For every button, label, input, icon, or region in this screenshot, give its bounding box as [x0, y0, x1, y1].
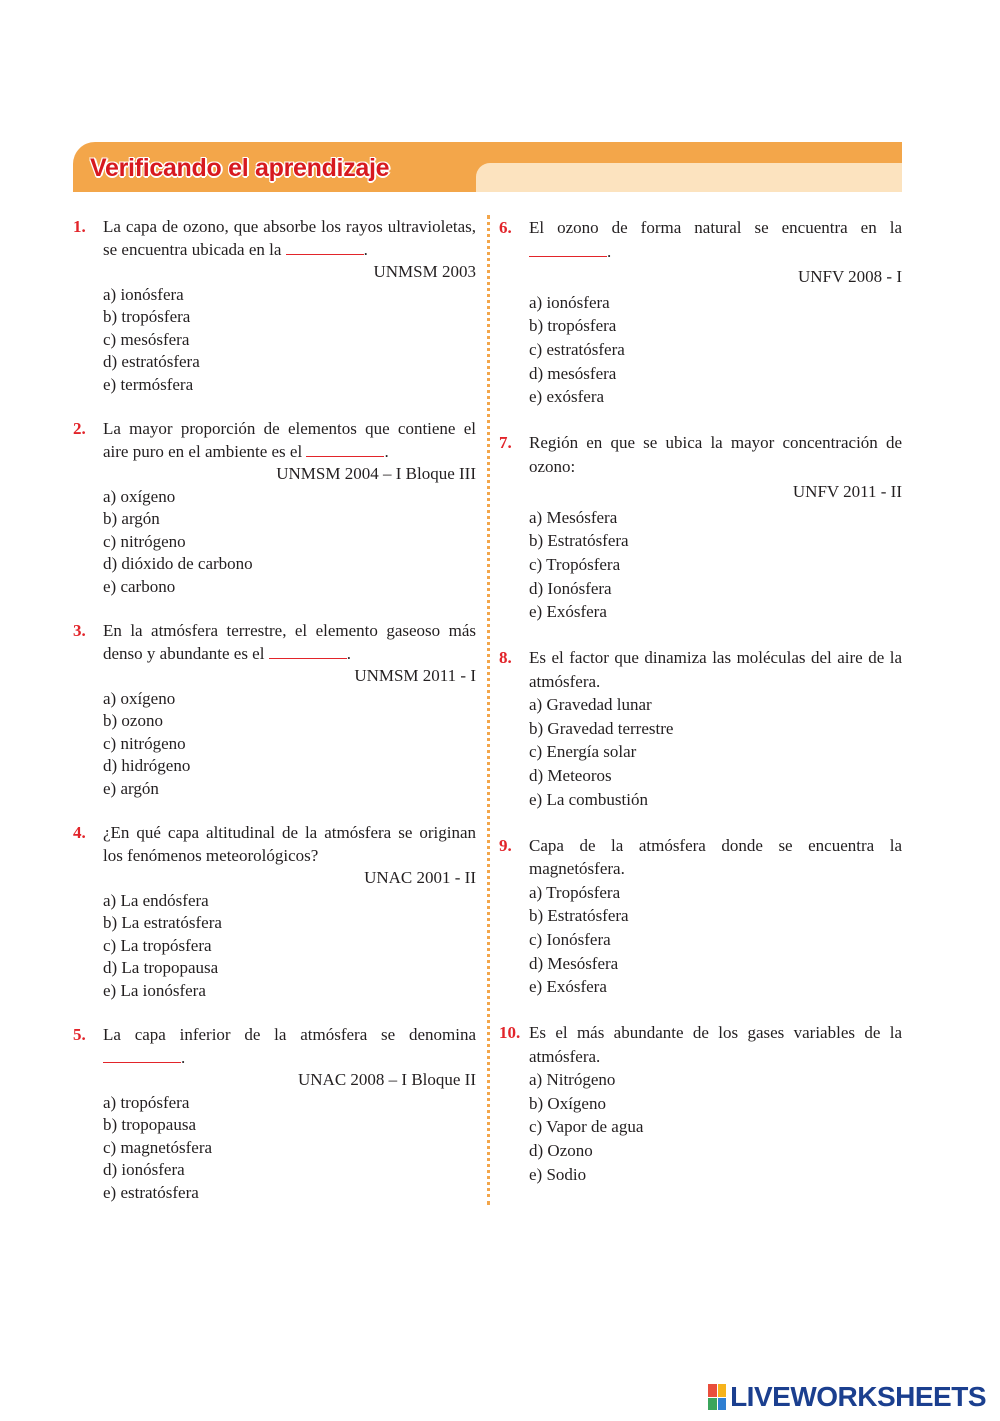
answer-option[interactable]: b) tropopausa [103, 1115, 197, 1134]
answer-option[interactable]: a) Mesósfera [529, 507, 618, 527]
question-text-main: Es el más abundante de los gases variables de la atmósfera. [529, 1023, 902, 1066]
question-text [103, 216, 476, 261]
answer-options [499, 881, 902, 1000]
question-item [73, 620, 476, 800]
answer-option[interactable]: b) argón [103, 509, 160, 528]
question-text-main: Es el factor que dinamiza las moléculas del aire de la atmósfera. [529, 648, 902, 691]
question-statement [73, 822, 476, 867]
question-text-main: Región en que se ubica la mayor concentración de ozono: [529, 433, 902, 476]
question-text [529, 216, 902, 263]
question-text [103, 1024, 476, 1069]
question-number: 4. [73, 823, 86, 842]
question-text-main: La capa inferior de la atmósfera se denomina [103, 1025, 476, 1044]
question-item [499, 834, 902, 1000]
answer-option[interactable]: d) ionósfera [103, 1160, 185, 1179]
question-number: 5. [73, 1025, 86, 1044]
answer-blank[interactable] [306, 442, 384, 457]
question-text [529, 1021, 902, 1068]
answer-option[interactable]: b) tropósfera [529, 316, 617, 336]
question-item [73, 418, 476, 598]
question-source: UNMSM 2004 – I Bloque III [276, 464, 476, 483]
answer-option[interactable]: e) argón [103, 778, 159, 798]
question-statement [73, 418, 476, 463]
answer-option[interactable]: d) Ozono [529, 1141, 593, 1161]
question-text-end: . [346, 643, 351, 663]
answer-blank[interactable] [269, 644, 347, 659]
section-banner-accent [476, 163, 902, 192]
answer-option[interactable]: c) nitrógeno [103, 733, 186, 753]
answer-option[interactable]: a) Gravedad lunar [529, 695, 652, 715]
question-text [529, 431, 902, 478]
answer-option[interactable]: b) Oxígeno [529, 1093, 606, 1113]
question-text-end: . [384, 441, 389, 461]
liveworksheets-logo [708, 1380, 986, 1414]
question-statement [73, 1024, 476, 1069]
answer-options [499, 506, 902, 625]
answer-option[interactable]: d) Meteoros [529, 766, 612, 786]
answer-blank[interactable] [529, 242, 607, 257]
question-statement [73, 216, 476, 261]
answer-option[interactable]: c) Vapor de agua [529, 1117, 644, 1137]
question-text-end: . [607, 241, 612, 261]
question-source: UNMSM 2003 [373, 262, 476, 281]
question-item [73, 822, 476, 1002]
question-number: 9. [499, 835, 512, 855]
question-item [73, 1024, 476, 1204]
question-source: UNMSM 2011 - I [354, 666, 476, 685]
question-source: UNFV 2011 - II [792, 482, 902, 502]
column-divider [487, 215, 490, 1205]
right-column [499, 216, 902, 1209]
answer-options [73, 688, 476, 801]
answer-option[interactable]: c) La tropósfera [103, 935, 212, 955]
answer-option[interactable]: b) La estratósfera [103, 913, 222, 932]
question-text [529, 834, 902, 881]
answer-option[interactable]: c) estratósfera [529, 339, 625, 359]
question-item [499, 1021, 902, 1187]
answer-option[interactable]: a) oxígeno [103, 486, 176, 506]
answer-blank[interactable] [103, 1048, 181, 1063]
answer-option[interactable]: c) Ionósfera [529, 929, 611, 949]
answer-option[interactable]: a) La endósfera [103, 890, 209, 910]
question-item [499, 431, 902, 624]
question-text [529, 646, 902, 693]
answer-option[interactable]: e) exósfera [529, 387, 605, 407]
question-statement [499, 431, 902, 478]
answer-option[interactable]: a) ionósfera [529, 292, 610, 312]
answer-option[interactable]: a) tropósfera [103, 1092, 190, 1112]
question-text-end: . [363, 239, 368, 259]
answer-options [73, 486, 476, 599]
question-statement [499, 646, 902, 693]
question-statement [499, 1021, 902, 1068]
answer-option[interactable]: c) Tropósfera [529, 554, 621, 574]
answer-option[interactable]: e) Exósfera [529, 602, 607, 622]
question-number: 1. [73, 217, 86, 236]
answer-option[interactable]: d) estratósfera [103, 352, 200, 371]
answer-option[interactable]: b) Estratósfera [529, 531, 629, 551]
answer-options [499, 1068, 902, 1187]
answer-options [499, 291, 902, 410]
answer-option[interactable]: d) dióxido de carbono [103, 554, 253, 573]
question-statement [73, 620, 476, 665]
answer-option[interactable]: b) Estratósfera [529, 906, 629, 926]
answer-option[interactable]: c) magnetósfera [103, 1137, 213, 1157]
answer-option[interactable]: e) Exósfera [529, 977, 607, 997]
answer-option[interactable]: e) Sodio [529, 1164, 587, 1184]
answer-option[interactable]: e) La ionósfera [103, 980, 206, 1000]
question-text-main: La capa de ozono, que absorbe los rayos ultravioletas, se encuentra ubicada en la [103, 217, 476, 259]
answer-option[interactable]: d) Ionósfera [529, 578, 612, 598]
liveworksheets-wordmark: LIVEWORKSHEETS [730, 1381, 986, 1412]
answer-option[interactable]: d) Mesósfera [529, 953, 619, 973]
liveworksheets-logo-icon [708, 1384, 726, 1410]
answer-option[interactable]: d) hidrógeno [103, 756, 191, 775]
question-text-main: En la atmósfera terrestre, el elemento gaseoso más denso y abundante es el [103, 621, 476, 663]
question-number: 6. [499, 218, 512, 237]
question-text-main: El ozono de forma natural se encuentra en la [529, 218, 902, 237]
question-text-end: . [181, 1047, 186, 1067]
question-source: UNFV 2008 - I [797, 267, 902, 286]
question-source: UNAC 2001 - II [364, 868, 476, 887]
question-item [499, 216, 902, 409]
question-number: 3. [73, 621, 86, 640]
question-number: 10. [499, 1023, 521, 1043]
question-statement [499, 834, 902, 881]
answer-option[interactable]: e) termósfera [103, 374, 194, 394]
answer-options [73, 890, 476, 1003]
answer-option[interactable]: c) Energía solar [529, 742, 637, 762]
question-text-main: La mayor proporción de elementos que contiene el aire puro en el ambiente es el [103, 419, 476, 461]
question-number: 2. [73, 419, 86, 438]
answer-option[interactable]: a) Tropósfera [529, 882, 621, 902]
answer-option[interactable]: b) tropósfera [103, 307, 191, 326]
question-text [103, 620, 476, 665]
question-source: UNAC 2008 – I Bloque II [297, 1070, 476, 1089]
answer-option[interactable]: a) oxígeno [103, 688, 176, 708]
answer-option[interactable]: c) nitrógeno [103, 531, 186, 551]
answer-options [73, 284, 476, 397]
answer-option[interactable]: c) mesósfera [103, 329, 190, 349]
question-item [73, 216, 476, 396]
answer-option[interactable]: b) Gravedad terrestre [529, 718, 674, 738]
answer-option[interactable]: d) La tropopausa [103, 958, 219, 977]
answer-option[interactable]: e) La combustión [529, 789, 648, 809]
answer-option[interactable]: d) mesósfera [529, 363, 617, 383]
question-text-main: Capa de la atmósfera donde se encuentra la magnetósfera. [529, 835, 902, 879]
answer-options [73, 1092, 476, 1205]
question-text-main: ¿En qué capa altitudinal de la atmósfera se originan los fenómenos meteorológicos? [103, 823, 476, 865]
question-number: 7. [499, 433, 512, 453]
answer-option[interactable]: e) carbono [103, 576, 176, 596]
section-title: Verificando el aprendizaje [90, 154, 390, 182]
question-statement [499, 216, 902, 263]
left-column [73, 216, 476, 1226]
answer-option[interactable]: a) ionósfera [103, 284, 184, 304]
answer-option[interactable]: e) estratósfera [103, 1182, 199, 1202]
question-text [103, 822, 476, 867]
answer-option[interactable]: b) ozono [103, 711, 163, 730]
answer-option[interactable]: a) Nitrógeno [529, 1070, 616, 1090]
answer-options [499, 693, 902, 812]
question-item [499, 646, 902, 812]
question-text [103, 418, 476, 463]
answer-blank[interactable] [286, 240, 364, 255]
question-number: 8. [499, 648, 512, 668]
